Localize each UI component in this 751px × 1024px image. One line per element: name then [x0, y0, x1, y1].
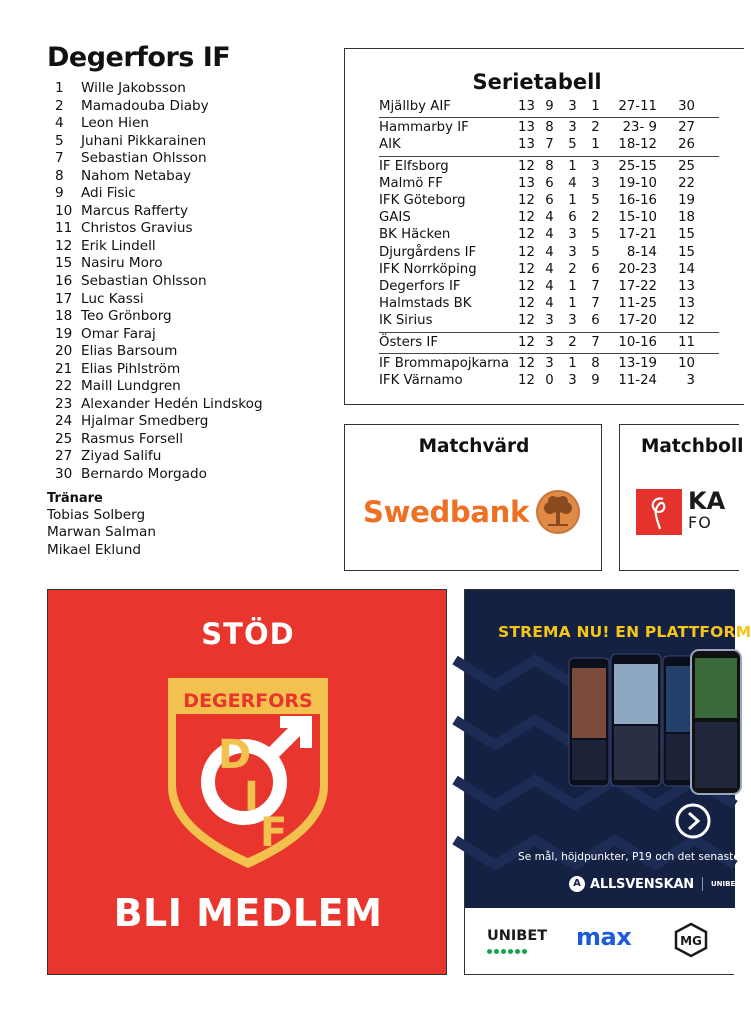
mg-logo-text: MG	[680, 934, 702, 948]
player-row	[47, 150, 337, 168]
points: 30	[678, 99, 695, 114]
table-row	[379, 117, 719, 136]
player-row	[47, 448, 337, 466]
matches-drawn: 5	[568, 137, 577, 153]
team-name: Malmö FF	[379, 175, 443, 191]
goal-record: 17-20	[618, 313, 657, 329]
streaming-ad	[464, 589, 751, 975]
league-table-panel	[344, 48, 744, 405]
matches-won: 9	[545, 99, 554, 114]
matches-lost: 3	[591, 158, 600, 174]
matches-drawn: 1	[568, 279, 577, 295]
matches-won: 6	[545, 193, 554, 209]
matches-won: 6	[545, 175, 554, 191]
table-row	[379, 312, 719, 329]
player-number: 11	[55, 220, 73, 237]
goal-record: 17-21	[618, 227, 657, 243]
match-host-heading: Matchvärd	[418, 436, 530, 457]
points: 13	[678, 296, 695, 312]
player-row	[47, 255, 337, 273]
player-number: 7	[55, 150, 64, 167]
streaming-ad-banner	[465, 590, 751, 908]
matches-drawn: 1	[568, 296, 577, 312]
matches-played: 12	[518, 296, 535, 312]
player-row	[47, 431, 337, 449]
matches-won: 4	[545, 210, 554, 226]
player-name: Marcus Rafferty	[81, 202, 189, 219]
matches-drawn: 4	[568, 175, 577, 191]
player-number: 10	[55, 202, 73, 219]
player-number: 15	[55, 255, 73, 272]
team-name: GAIS	[379, 210, 411, 226]
matches-played: 12	[518, 279, 535, 295]
matches-lost: 2	[591, 120, 600, 136]
swedbank-wordmark: Swedbank	[363, 495, 529, 529]
membership-ad-cta: BLI MEDLEM	[113, 891, 383, 935]
team-name: IFK Värnamo	[379, 373, 463, 389]
matches-played: 13	[518, 99, 535, 114]
points: 13	[678, 279, 695, 295]
player-number: 2	[55, 97, 64, 114]
team-name: Mjällby AIF	[379, 99, 451, 114]
goal-record: 27-11	[618, 99, 657, 114]
matches-lost: 7	[591, 334, 600, 350]
oak-tree-icon	[535, 489, 581, 535]
membership-ad-top-text: STÖD	[201, 617, 295, 651]
matches-won: 3	[545, 313, 554, 329]
player-number: 21	[55, 360, 73, 377]
table-row	[379, 192, 719, 209]
league-standings	[379, 98, 719, 389]
table-row	[379, 98, 719, 115]
crest-letter-d: D	[218, 732, 252, 778]
player-number: 20	[55, 343, 73, 360]
matches-won: 3	[545, 334, 554, 350]
crest-letter-f: F	[260, 810, 288, 856]
degerfors-crest-icon	[164, 674, 332, 872]
points: 14	[678, 261, 695, 277]
unibet-logo: UNIBET	[487, 928, 548, 944]
matches-played: 13	[518, 137, 535, 153]
player-number: 1	[55, 80, 64, 96]
player-row	[47, 378, 337, 396]
matches-won: 8	[545, 158, 554, 174]
goal-record: 15-10	[618, 210, 657, 226]
table-row	[379, 136, 719, 153]
player-row	[47, 343, 337, 361]
player-row	[47, 238, 337, 256]
matches-played: 12	[518, 334, 535, 350]
player-name: Elias Barsoum	[81, 343, 178, 360]
player-number: 16	[55, 273, 73, 290]
team-name: Halmstads BK	[379, 296, 472, 312]
goal-record: 8-14	[626, 244, 657, 260]
player-number: 9	[55, 185, 64, 202]
player-name: Wille Jakobsson	[81, 80, 186, 96]
play-icon	[674, 802, 712, 840]
table-row	[379, 261, 719, 278]
player-name: Hjalmar Smedberg	[81, 413, 209, 430]
points: 3	[686, 373, 695, 389]
player-name: Adi Fisic	[81, 185, 136, 202]
matches-played: 12	[518, 227, 535, 243]
player-row	[47, 115, 337, 133]
table-row	[379, 372, 719, 389]
matches-won: 8	[545, 120, 554, 136]
table-row	[379, 353, 719, 372]
coach-name: Mikael Eklund	[47, 541, 142, 558]
player-name: Leon Hien	[81, 115, 149, 132]
player-number: 19	[55, 325, 73, 342]
matches-played: 12	[518, 261, 535, 277]
swedbank-logo	[363, 489, 581, 535]
player-number: 27	[55, 448, 73, 465]
membership-ad	[47, 589, 447, 975]
player-number: 5	[55, 132, 64, 149]
matches-drawn: 3	[568, 227, 577, 243]
matches-played: 12	[518, 210, 535, 226]
points: 25	[678, 158, 695, 174]
matches-drawn: 3	[568, 120, 577, 136]
matches-lost: 6	[591, 313, 600, 329]
goal-record: 25-15	[618, 158, 657, 174]
player-list	[47, 80, 337, 484]
goal-record: 20-23	[618, 261, 657, 277]
matches-drawn: 3	[568, 373, 577, 389]
player-number: 17	[55, 290, 73, 307]
player-name: Elias Pihlström	[81, 360, 181, 377]
team-name: IK Sirius	[379, 313, 433, 329]
mg-logo-icon	[673, 922, 709, 958]
team-name: IFK Göteborg	[379, 193, 466, 209]
player-number: 23	[55, 395, 73, 412]
goal-record: 23- 9	[622, 120, 657, 136]
squad-title: Degerfors IF	[47, 42, 231, 73]
points: 19	[678, 193, 695, 209]
player-row	[47, 361, 337, 379]
matches-played: 12	[518, 373, 535, 389]
ka-subword: FO	[688, 513, 712, 532]
points: 18	[678, 210, 695, 226]
matches-lost: 5	[591, 227, 600, 243]
player-number: 24	[55, 413, 73, 430]
matches-won: 3	[545, 355, 554, 371]
partner-logos	[465, 908, 735, 976]
table-row	[379, 332, 719, 351]
player-row	[47, 185, 337, 203]
streaming-ad-caption: Se mål, höjdpunkter, P19 och det senaste	[518, 851, 740, 863]
player-name: Sebastian Ohlsson	[81, 150, 207, 167]
matches-lost: 3	[591, 175, 600, 191]
matches-lost: 7	[591, 296, 600, 312]
player-row	[47, 273, 337, 291]
player-name: Luc Kassi	[81, 290, 144, 307]
matches-lost: 5	[591, 193, 600, 209]
team-name: AIK	[379, 137, 401, 153]
player-row	[47, 413, 337, 431]
goal-record: 10-16	[618, 334, 657, 350]
points: 12	[678, 313, 695, 329]
squad-list	[47, 42, 337, 559]
goal-record: 11-24	[618, 373, 657, 389]
points: 11	[678, 334, 695, 350]
matches-played: 12	[518, 313, 535, 329]
player-number: 4	[55, 115, 64, 132]
player-name: Teo Grönborg	[81, 308, 172, 325]
team-name: Hammarby IF	[379, 120, 469, 136]
player-name: Christos Gravius	[81, 220, 193, 237]
crest-letter-i: I	[244, 774, 259, 820]
table-row	[379, 278, 719, 295]
league-table-title: Serietabell	[472, 70, 602, 94]
player-number: 25	[55, 430, 73, 447]
allsvenskan-badge-icon: A	[569, 876, 585, 892]
player-row	[47, 466, 337, 484]
player-name: Nahom Netabay	[81, 167, 192, 184]
player-name: Ziyad Salifu	[81, 448, 162, 465]
matches-won: 7	[545, 137, 554, 153]
player-name: Mamadouba Diaby	[81, 97, 209, 114]
allsvenskan-divider	[702, 877, 703, 891]
matches-lost: 1	[591, 99, 600, 114]
ribbon-mark-icon	[636, 489, 682, 535]
player-row	[47, 80, 337, 98]
phone-screens-icon	[569, 650, 735, 810]
matches-played: 12	[518, 244, 535, 260]
coach-name: Marwan Salman	[47, 524, 156, 541]
team-name: Djurgårdens IF	[379, 244, 477, 260]
player-row	[47, 98, 337, 116]
team-name: IF Elfsborg	[379, 158, 449, 174]
coaches-heading: Tränare	[47, 490, 103, 506]
player-name: Juhani Pikkarainen	[81, 132, 207, 149]
matches-drawn: 1	[568, 355, 577, 371]
matches-drawn: 3	[568, 99, 577, 114]
player-row	[47, 203, 337, 221]
match-host-panel	[344, 424, 602, 571]
matches-played: 13	[518, 120, 535, 136]
player-row	[47, 326, 337, 344]
goal-record: 18-12	[618, 137, 657, 153]
goal-record: 13-19	[618, 355, 657, 371]
matches-won: 4	[545, 296, 554, 312]
matches-lost: 9	[591, 373, 600, 389]
player-row	[47, 291, 337, 309]
matches-drawn: 1	[568, 158, 577, 174]
ka-wordmark: KA	[688, 487, 726, 515]
team-name: Östers IF	[379, 334, 438, 350]
matches-drawn: 3	[568, 313, 577, 329]
matches-drawn: 2	[568, 334, 577, 350]
player-name: Sebastian Ohlsson	[81, 273, 207, 290]
match-ball-panel	[619, 424, 744, 571]
player-name: Omar Faraj	[81, 325, 156, 342]
matches-won: 4	[545, 279, 554, 295]
player-number: 30	[55, 466, 73, 483]
goal-record: 17-22	[618, 279, 657, 295]
goal-record: 16-16	[618, 193, 657, 209]
table-row	[379, 209, 719, 226]
team-name: BK Häcken	[379, 227, 451, 243]
matches-lost: 5	[591, 244, 600, 260]
player-name: Alexander Hedén Lindskog	[81, 395, 263, 412]
team-name: Degerfors IF	[379, 279, 461, 295]
match-ball-heading: Matchboll	[641, 436, 744, 457]
points: 15	[678, 244, 695, 260]
matches-lost: 8	[591, 355, 600, 371]
player-number: 12	[55, 237, 73, 254]
player-number: 18	[55, 308, 73, 325]
match-ball-sponsor-logo	[636, 489, 725, 535]
player-number: 22	[55, 378, 73, 395]
table-row	[379, 244, 719, 261]
coach-name: Tobias Solberg	[47, 506, 146, 523]
matches-drawn: 6	[568, 210, 577, 226]
player-name: Erik Lindell	[81, 237, 156, 254]
points: 27	[678, 120, 695, 136]
points: 10	[678, 355, 695, 371]
points: 22	[678, 175, 695, 191]
matches-played: 12	[518, 158, 535, 174]
table-row	[379, 295, 719, 312]
matches-won: 4	[545, 261, 554, 277]
player-name: Rasmus Forsell	[81, 430, 184, 447]
table-row	[379, 175, 719, 192]
matches-won: 4	[545, 227, 554, 243]
matches-lost: 6	[591, 261, 600, 277]
allsvenskan-logo	[569, 876, 740, 892]
player-name: Nasiru Moro	[81, 255, 163, 272]
matches-lost: 2	[591, 210, 600, 226]
team-name: IF Brommapojkarna	[379, 355, 509, 371]
matches-lost: 7	[591, 279, 600, 295]
allsvenskan-partner: UNIBET	[711, 880, 741, 888]
player-row	[47, 396, 337, 414]
matches-played: 12	[518, 193, 535, 209]
matches-won: 0	[545, 373, 554, 389]
allsvenskan-wordmark: ALLSVENSKAN	[590, 876, 694, 892]
matches-drawn: 1	[568, 193, 577, 209]
matches-played: 13	[518, 175, 535, 191]
max-logo: max	[576, 923, 632, 951]
goal-record: 11-25	[618, 296, 657, 312]
matches-played: 12	[518, 355, 535, 371]
player-row	[47, 220, 337, 238]
matches-lost: 1	[591, 137, 600, 153]
table-row	[379, 156, 719, 175]
player-row	[47, 308, 337, 326]
matches-won: 4	[545, 244, 554, 260]
coach-list	[47, 507, 337, 560]
player-name: Maill Lundgren	[81, 378, 181, 395]
player-row	[47, 168, 337, 186]
team-name: IFK Norrköping	[379, 261, 477, 277]
player-row	[47, 133, 337, 151]
player-number: 8	[55, 167, 64, 184]
crest-text: DEGERFORS	[183, 690, 313, 712]
matches-drawn: 2	[568, 261, 577, 277]
streaming-ad-headline: STREMA NU! EN PLATTFORM	[498, 623, 751, 641]
table-row	[379, 226, 719, 243]
goal-record: 19-10	[618, 175, 657, 191]
matches-drawn: 3	[568, 244, 577, 260]
points: 15	[678, 227, 695, 243]
player-name: Bernardo Morgado	[81, 466, 207, 483]
unibet-dots-icon	[487, 949, 527, 954]
points: 26	[678, 137, 695, 153]
